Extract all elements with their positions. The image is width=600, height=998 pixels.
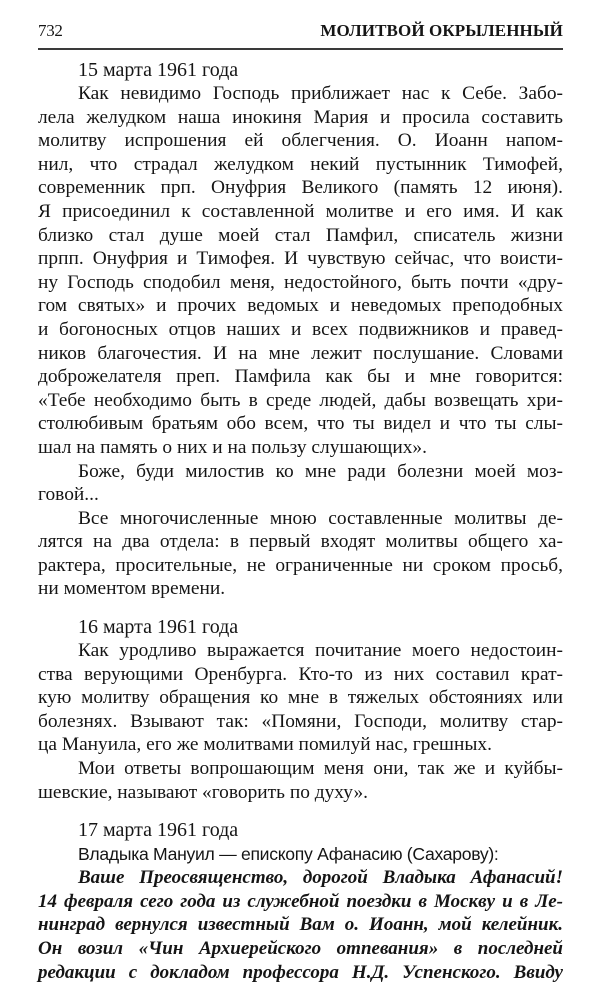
text-line: близко стал душе моей стал Памфил, списатель жизни — [38, 224, 563, 246]
page-header — [38, 0, 563, 50]
running-head: МОЛИТВОЙ ОКРЫЛЕННЫЙ — [320, 21, 563, 40]
diary-entry-march-15 — [38, 58, 563, 601]
paragraph — [38, 460, 563, 507]
text-line: лела желудком наша инокиня Мария и просила составить — [38, 106, 563, 128]
text-line: Как невидимо Господь приближает нас к Себе. Забо- — [78, 83, 563, 104]
text-line: Как уродливо выражается почитание моего недостоин- — [78, 640, 563, 662]
text-line: ников благочестия. И на мне лежит послушание. Словами — [38, 342, 563, 364]
paragraph — [38, 82, 563, 460]
text-line: столюбивым братьям обо всем, что ты видел и что ты слы- — [38, 413, 563, 435]
letter-text — [38, 866, 563, 984]
text-line: лятся на два отдела: в первый входят молитвы общего ха- — [38, 531, 563, 553]
text-line: ства верующими Оренбурга. Кто-то из них составил крат- — [38, 663, 563, 685]
entry-date: 16 марта 1961 года — [78, 616, 239, 639]
page-number: 732 — [38, 21, 63, 40]
page-content — [38, 50, 563, 984]
text-line: Он возил «Чин Архиерейского отпевания» в последней — [38, 938, 563, 959]
text-line: шал на память о них и на пользу слушающих». — [38, 436, 427, 458]
text-line: Все многочисленные мною составленные молитвы де- — [78, 507, 563, 529]
paragraph — [38, 507, 563, 601]
text-line: шевские, называют «говорить по духу». — [38, 781, 368, 803]
text-line: «Тебе необходимо быть в среде людей, дабы возвещать хри- — [38, 389, 563, 411]
text-line: кую молитву обращения ко мне в тяжелых обстояниях или — [38, 687, 563, 709]
text-line: рактера, просительные, не ограниченные ни сроком просьб, — [38, 554, 563, 576]
text-line: молитву испрошения ей облегчения. О. Иоанн напом- — [38, 130, 563, 152]
text-line: ну Господь сподобил меня, недостойного, быть почти «дру- — [38, 271, 563, 293]
text-line: Боже, буди милостив ко мне ради болезни моей моз- — [78, 460, 563, 482]
text-line: ца Мануила, его же молитвами помилуй нас, грешных. — [38, 734, 492, 756]
diary-entry-march-17 — [38, 818, 563, 984]
text-line: 14 февраля сего года из служебной поездки в Москву и в Ле- — [38, 890, 563, 912]
text-line: Мои ответы вопрошающим меня они, так же и куйбы- — [78, 758, 563, 780]
text-line: говой... — [38, 484, 99, 506]
text-line: доброжелателя преп. Памфила как бы и мне говорится: — [38, 366, 563, 388]
text-line: гом святых» и прочих ведомых и неведомых преподобных — [38, 295, 563, 317]
paragraph — [38, 757, 563, 804]
text-line: Ваше Преосвященство, дорогой Владыка Афанасий! — [78, 867, 563, 889]
text-line: и богоносных отцов наших и всех подвижников и правед- — [38, 318, 563, 340]
entry-date: 15 марта 1961 года — [78, 59, 239, 81]
text-line: болезнях. Взывают так: «Помяни, Господи, молитву стар- — [38, 710, 563, 732]
letter-addressee-line: Владыка Мануил — епископу Афанасию (Сахарову): — [78, 844, 499, 865]
text-line: редакции с докладом профессора Н.Д. Успенского. Ввиду — [38, 961, 563, 983]
book-page — [38, 0, 563, 998]
text-line: нил, что страдал желудком некий пустынник Тимофей, — [38, 153, 563, 175]
text-line: Я присоединил к составленной молитве и его имя. И как — [38, 200, 563, 222]
paragraph — [38, 639, 563, 757]
text-line: прпп. Онуфрия и Тимофея. И чувствую сейчас, что воисти- — [38, 248, 563, 270]
text-line: ни моментом времени. — [38, 578, 226, 600]
diary-entry-march-16 — [38, 615, 563, 804]
entry-date: 17 марта 1961 года — [78, 819, 239, 842]
text-line: современник прп. Онуфрия Великого (память 12 июня). — [38, 177, 563, 199]
text-line: нинград вернулся известный Вам о. Иоанн, мой келейник. — [38, 914, 563, 936]
